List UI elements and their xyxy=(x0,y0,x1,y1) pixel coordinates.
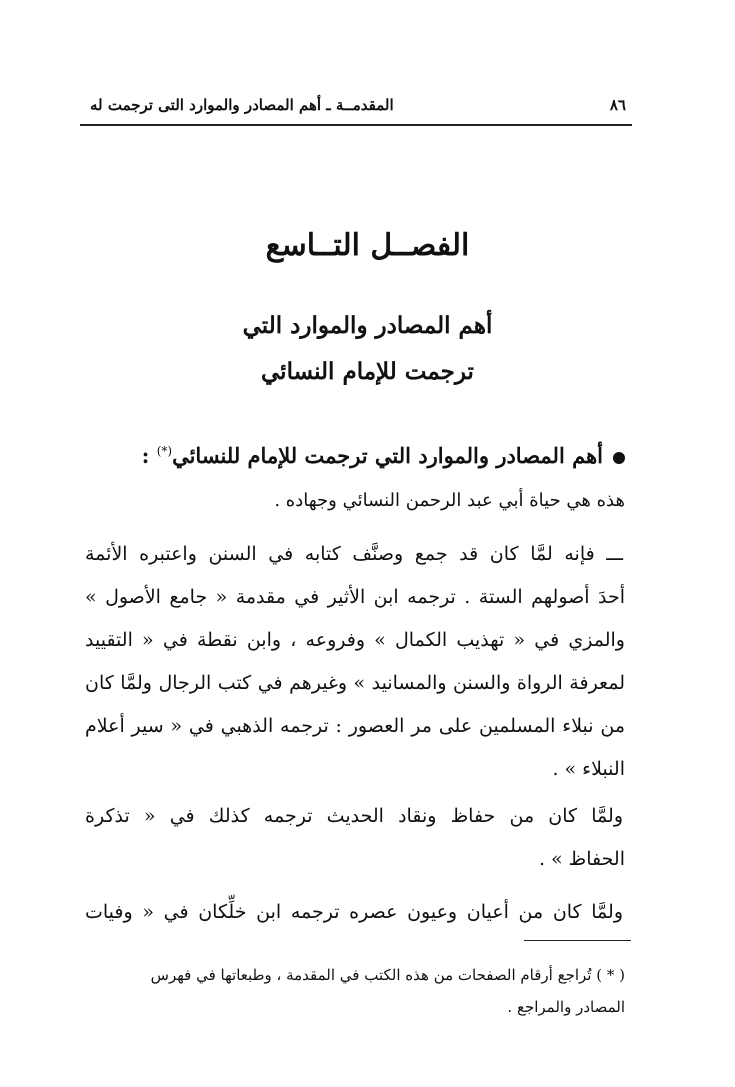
paragraph-2-line-1: ولمَّا كان من حفاظ ونقاد الحديث ترجمه كذلك في « تذكرة xyxy=(85,805,623,827)
section-heading-colon: : xyxy=(141,443,150,468)
header-rule xyxy=(80,124,632,126)
section-heading xyxy=(95,443,625,468)
running-title: المقدمــة ـ أهم المصادر والموارد التى ترجمت له xyxy=(90,96,394,114)
page-number: ٨٦ xyxy=(609,96,626,114)
section-intro: هذه هي حياة أبي عبد الرحمن النسائي وجهاده . xyxy=(274,490,625,511)
paragraph-1-line-2: أحدَ أصولهم الستة . ترجمه ابن الأثير في مقدمة « جامع الأصول » xyxy=(85,586,625,608)
chapter-subtitle-line-2: ترجمت للإمام النسائي xyxy=(261,358,474,385)
paragraph-3-line-1: ولمَّا كان من أعيان وعيون عصره ترجمه ابن خلِّكان في « وفيات xyxy=(85,901,623,923)
bullet-icon xyxy=(613,452,625,464)
footnote-line-2: المصادر والمراجع . xyxy=(507,998,625,1016)
paragraph-2-line-2: الحفاظ » . xyxy=(538,848,625,870)
footnote-marker: (*) xyxy=(156,444,173,458)
paragraph-1-line-1: ـــ فإنه لمَّا كان قد جمع وصنَّف كتابه في السنن واعتبره الأئمة xyxy=(85,543,623,565)
running-header xyxy=(90,92,626,118)
section-heading-text: أهم المصادر والموارد التي ترجمت للإمام للنسائي xyxy=(172,443,603,468)
paragraph-1-line-5: من نبلاء المسلمين على مر العصور : ترجمه الذهبي في « سير أعلام xyxy=(85,715,625,737)
chapter-subtitle-line-1: أهم المصادر والموارد التي xyxy=(242,312,493,339)
paragraph-1-line-3: والمزي في « تهذيب الكمال » وفروعه ، وابن نقطة في « التقييد xyxy=(85,629,625,651)
chapter-title: الفصــل التــاسع xyxy=(265,228,470,263)
paragraph-1-line-6: النبلاء » . xyxy=(552,758,625,780)
paragraph-1-line-4: لمعرفة الرواة والسنن والمسانيد » وغيرهم في كتب الرجال ولمَّا كان xyxy=(85,672,625,694)
footnote-line-1: ( * ) تُراجع أرقام الصفحات من هذه الكتب في المقدمة ، وطبعاتها في فهرس xyxy=(150,966,625,984)
footnote-rule xyxy=(524,940,631,941)
